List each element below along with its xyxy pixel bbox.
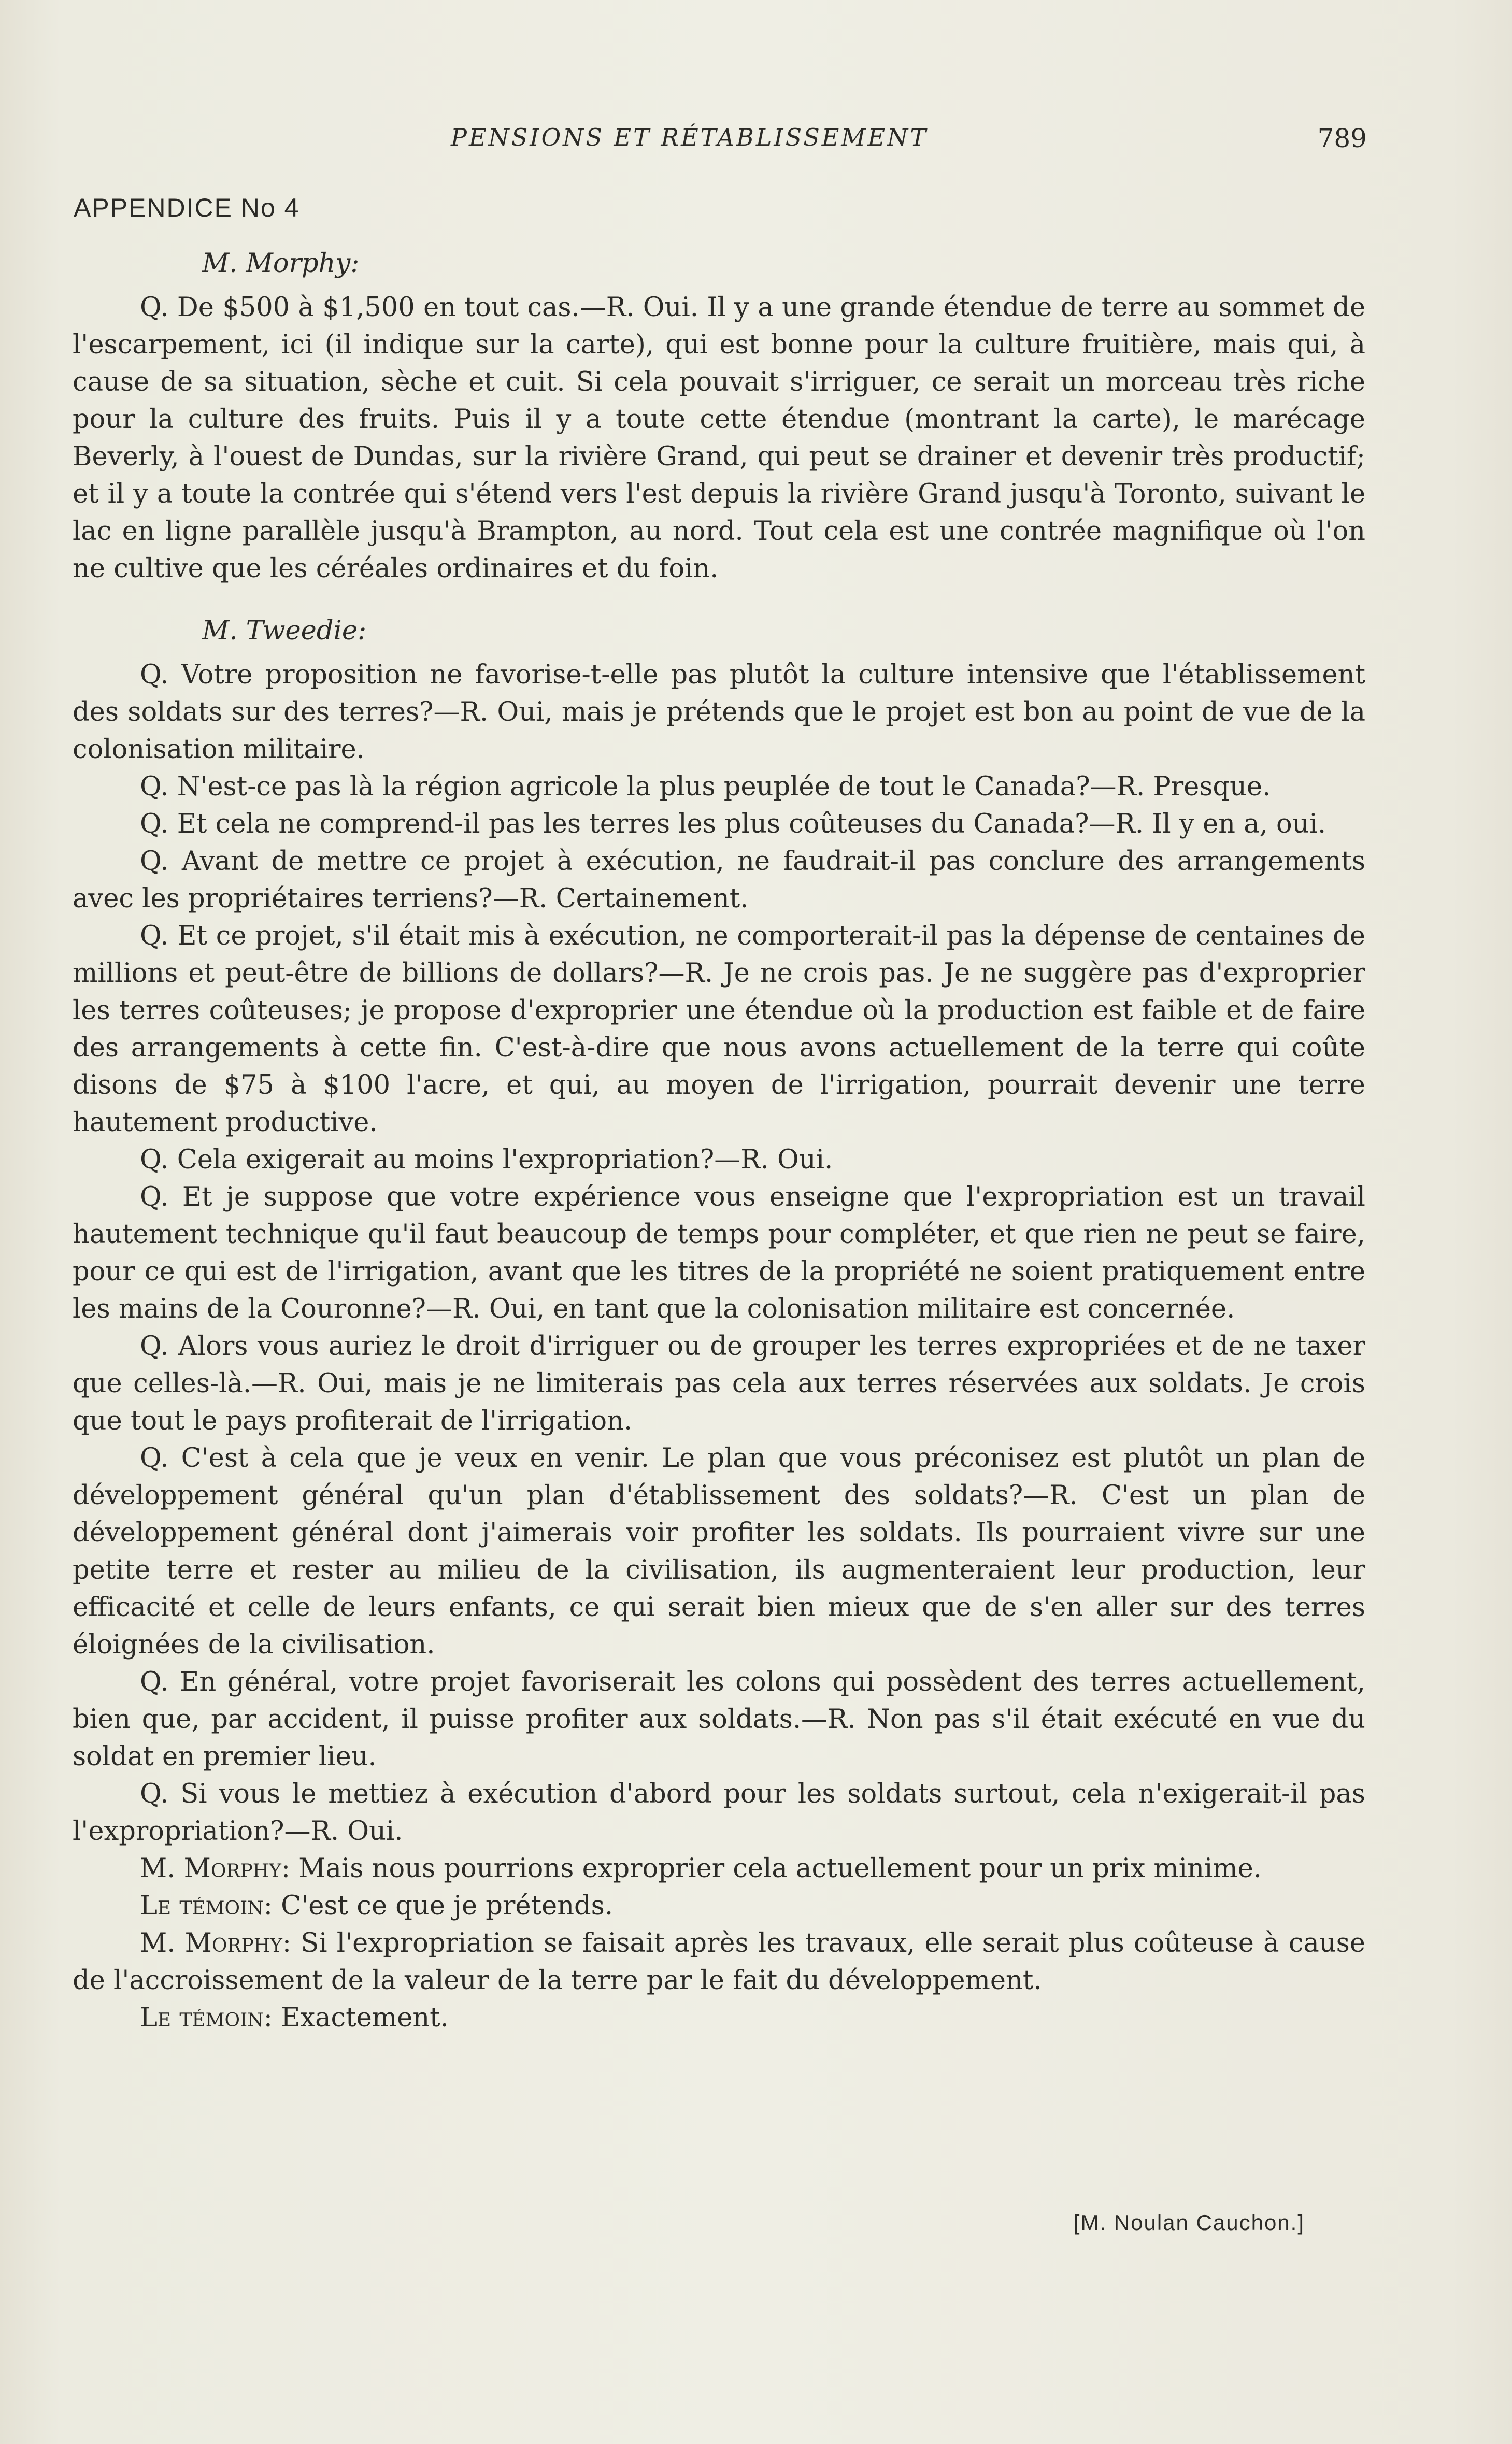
dialogue-text: Mais nous pourrions exproprier cela actuellement pour un prix minime. bbox=[298, 1853, 1262, 1884]
running-title: PENSIONS ET RÉTABLISSEMENT bbox=[451, 123, 928, 151]
paragraph: Q. En général, votre projet favoriserait les colons qui possèdent des terres actuellement, bien que, par accident, il puisse profiter aux soldats.—R. Non pas s'il était exécuté en vue du soldat en premier lieu. bbox=[73, 1667, 1365, 1772]
page-number: 789 bbox=[1317, 123, 1367, 153]
appendix-label: APPENDICE No 4 bbox=[74, 193, 300, 222]
dialogue-speaker: Le témoin: bbox=[140, 1891, 273, 1921]
paragraph: Q. Alors vous auriez le droit d'irriguer ou de grouper les terres expropriées et de ne taxer que celles-là.—R. Oui, mais je ne limiterais pas cela aux terres réservées aux soldats. Je crois que tout le pays profiterait de l'irrigation. bbox=[73, 1331, 1365, 1436]
paragraph: Q. Votre proposition ne favorise-t-elle pas plutôt la culture intensive que l'établissement des soldats sur des terres?—R. Oui, mais je prétends que le projet est bon au point de vue de la colonisation militaire. bbox=[73, 660, 1365, 765]
paragraph: Q. Avant de mettre ce projet à exécution, ne faudrait-il pas conclure des arrangements avec les propriétaires terriens?—R. Certainement. bbox=[73, 846, 1365, 914]
paragraph: Q. Et ce projet, s'il était mis à exécution, ne comporterait-il pas la dépense de centaines de millions et peut-être de billions de dollars?—R. Je ne crois pas. Je ne suggère pas d'exproprier les terres coûteuses; je propose d'exproprier une étendue où la production est faible et de faire des arrangements à cette fin. C'est-à-dire que nous avons actuellement de la terre qui coûte disons de $75 à $100 l'acre, et qui, au moyen de l'irrigation, pourrait devenir une terre hautement productive. bbox=[73, 921, 1365, 1138]
paragraph: Q. Cela exigerait au moins l'expropriation?—R. Oui. bbox=[140, 1145, 833, 1175]
dialogue-text: Si l'expropriation se faisait après les travaux, elle serait plus coûteuse à cause de l'accroissement de la valeur de la terre par le fait du développement. bbox=[73, 1928, 1365, 1996]
dialogue-line bbox=[73, 1888, 1365, 1925]
dialogue-line bbox=[73, 1999, 1365, 2037]
dialogue-speaker: Le témoin: bbox=[140, 2003, 273, 2033]
dialogue-speaker: M. Morphy: bbox=[140, 1928, 292, 1959]
speaker-heading-morphy: M. Morphy: bbox=[202, 248, 360, 279]
paragraph: Q. De $500 à $1,500 en tout cas.—R. Oui. Il y a une grande étendue de terre au sommet de l'escarpement, ici (il indique sur la carte), qui est bonne pour la culture fruitière, mais qui, à cause de sa situation, sèche et cuit. Si cela pouvait s'irriguer, ce serait un morceau très riche pour la culture des fruits. Puis il y a toute cette étendue (montrant la carte), le marécage Beverly, à l'ouest de Dundas, sur la rivière Grand, qui peut se drainer et devenir très productif; et il y a toute la contrée qui s'étend vers l'est depuis la rivière Grand jusqu'à Toronto, suivant le lac en ligne parallèle jusqu'à Brampton, au nord. Tout cela est une contrée magnifique où l'on ne cultive que les céréales ordinaires et du foin. bbox=[73, 292, 1365, 584]
paragraph: Q. C'est à cela que je veux en venir. Le plan que vous préconisez est plutôt un plan de développement général qu'un plan d'établissement des soldats?—R. C'est un plan de développement général dont j'aimerais voir profiter les soldats. Ils pourraient vivre sur une petite terre et rester au milieu de la civilisation, ils augmenteraient leur production, leur efficacité et celle de leurs enfants, ce qui serait bien mieux que de s'en aller sur des terres éloignées de la civilisation. bbox=[73, 1443, 1365, 1660]
witness-signature: [M. Noulan Cauchon.] bbox=[1073, 2210, 1305, 2235]
paragraph: Q. Et je suppose que votre expérience vous enseigne que l'expropriation est un travail hautement technique qu'il faut beaucoup de temps pour compléter, et que rien ne peut se faire, pour ce qui est de l'irrigation, avant que les titres de la propriété ne soient pratiquement entre les mains de la Couronne?—R. Oui, en tant que la colonisation militaire est concernée. bbox=[73, 1182, 1365, 1324]
paragraph: Q. N'est-ce pas là la région agricole la plus peuplée de tout le Canada?—R. Presque. bbox=[140, 771, 1271, 802]
document-body bbox=[73, 244, 1365, 2037]
dialogue-line bbox=[73, 1850, 1365, 1888]
dialogue-text: Exactement. bbox=[281, 2003, 449, 2033]
dialogue-speaker: M. Morphy: bbox=[140, 1853, 291, 1884]
page-header bbox=[0, 123, 1512, 160]
dialogue-line bbox=[73, 1925, 1365, 1999]
paragraph: Q. Et cela ne comprend-il pas les terres les plus coûteuses du Canada?—R. Il y en a, oui. bbox=[140, 809, 1326, 839]
dialogue-text: C'est ce que je prétends. bbox=[281, 1891, 614, 1921]
paragraph: Q. Si vous le mettiez à exécution d'abord pour les soldats surtout, cela n'exigerait-il pas l'expropriation?—R. Oui. bbox=[73, 1779, 1365, 1847]
speaker-heading-tweedie: M. Tweedie: bbox=[202, 616, 367, 646]
